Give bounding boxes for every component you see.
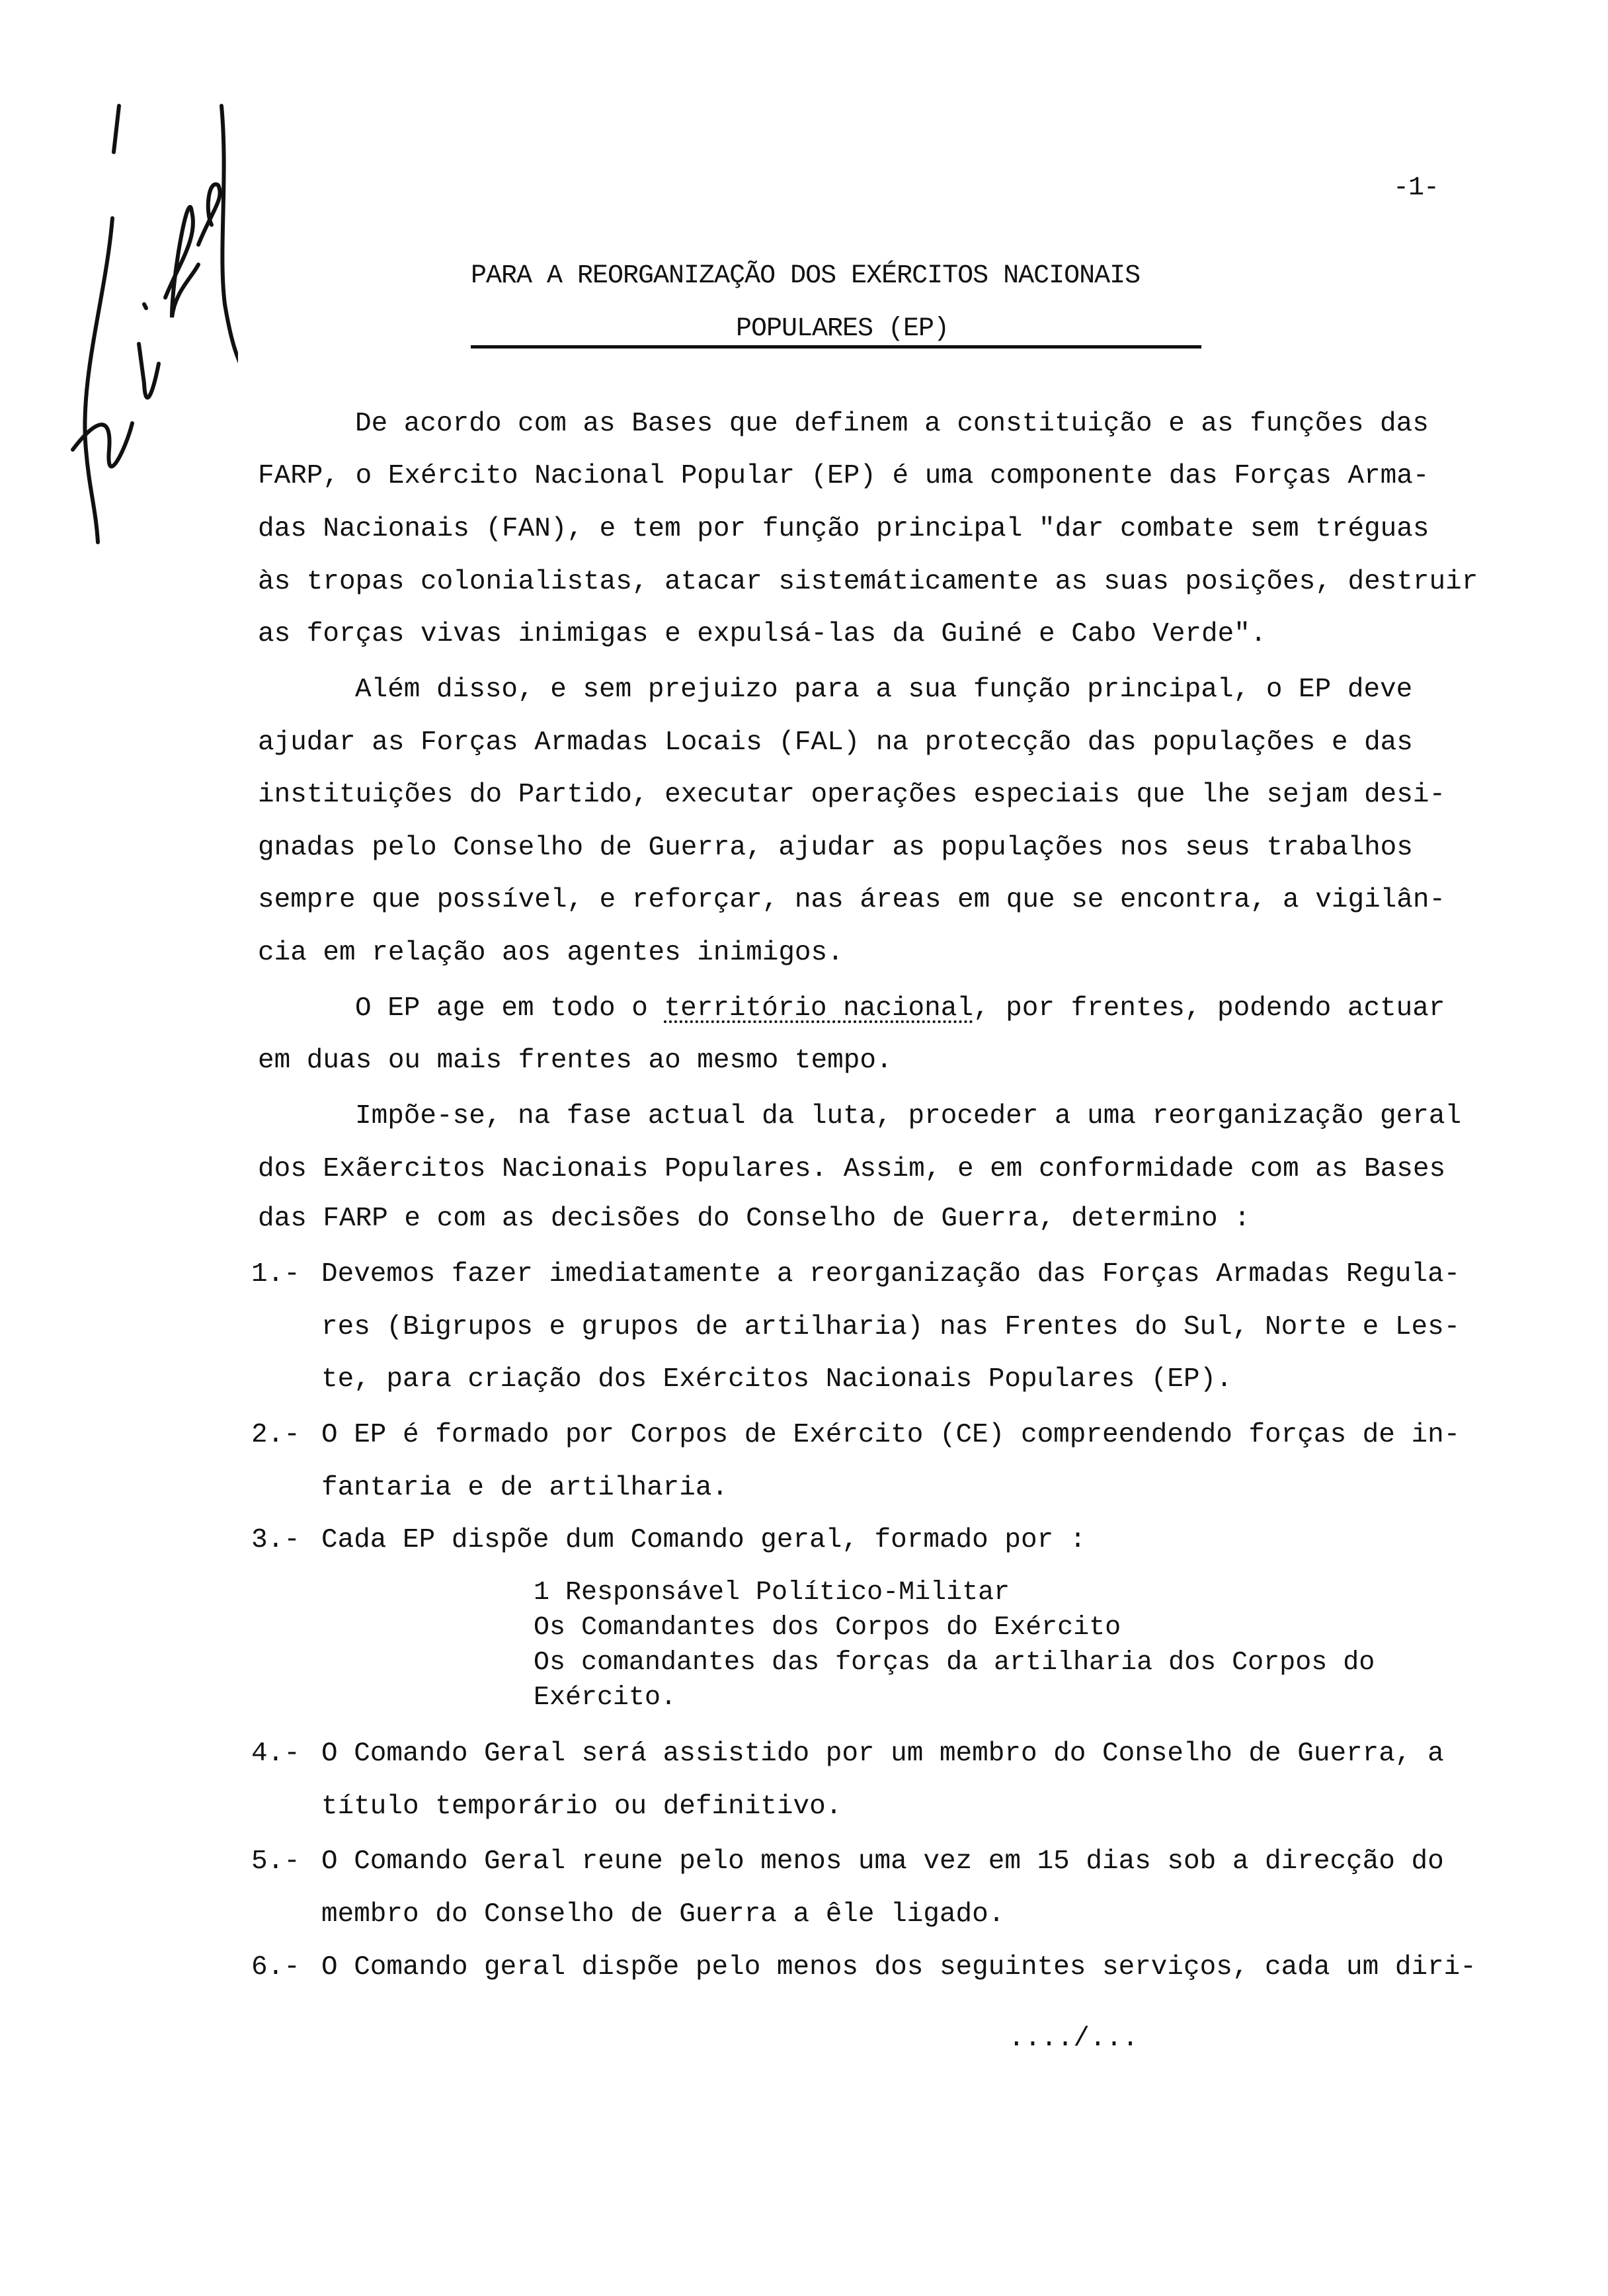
title-underline bbox=[471, 345, 1201, 348]
item-line: fantaria e de artilharia. bbox=[321, 1473, 729, 1503]
item-line: Devemos fazer imediatamente a reorganização das Forças Armadas Regula- bbox=[321, 1259, 1461, 1290]
item-number: 5.- bbox=[251, 1846, 300, 1877]
handwritten-signature bbox=[66, 79, 238, 582]
text-run: , por frentes, podendo actuar bbox=[973, 993, 1445, 1024]
body-line: em duas ou mais frentes ao mesmo tempo. bbox=[258, 1046, 893, 1076]
body-line: das Nacionais (FAN), e tem por função principal "dar combate sem tréguas bbox=[258, 514, 1429, 544]
body-line bbox=[355, 992, 1445, 1025]
body-line: as forças vivas inimigas e expulsá-las da Guiné e Cabo Verde". bbox=[258, 619, 1267, 649]
sub-list-item: 1 Responsável Político-Militar bbox=[534, 1578, 1010, 1608]
body-line: sempre que possível, e reforçar, nas áreas em que se encontra, a vigilân- bbox=[258, 885, 1446, 915]
body-line: De acordo com as Bases que definem a constituição e as funções das bbox=[355, 409, 1429, 439]
item-line: O EP é formado por Corpos de Exército (CE) compreendendo forças de in- bbox=[321, 1420, 1461, 1450]
body-line: gnadas pelo Conselho de Guerra, ajudar as populações nos seus trabalhos bbox=[258, 833, 1413, 863]
item-number: 1.- bbox=[251, 1259, 300, 1290]
sub-list-item: Os Comandantes dos Corpos do Exército bbox=[534, 1613, 1121, 1643]
body-line: FARP, o Exército Nacional Popular (EP) é uma componente das Forças Arma- bbox=[258, 461, 1429, 491]
item-line: res (Bigrupos e grupos de artilharia) nas Frentes do Sul, Norte e Les- bbox=[321, 1312, 1461, 1342]
page-number: -1- bbox=[1393, 173, 1439, 203]
sub-list-item: Os comandantes das forças da artilharia dos Corpos do bbox=[534, 1648, 1375, 1678]
text-run: O EP age em todo o bbox=[355, 993, 664, 1024]
item-line: te, para criação dos Exércitos Nacionais Populares (EP). bbox=[321, 1364, 1232, 1395]
continuation-mark: ..../... bbox=[1008, 2024, 1139, 2054]
item-line: O Comando Geral reune pelo menos uma vez em 15 dias sob a direcção do bbox=[321, 1846, 1444, 1877]
body-line: cia em relação aos agentes inimigos. bbox=[258, 938, 844, 968]
underlined-phrase: território nacional bbox=[664, 993, 973, 1024]
body-line: Além disso, e sem prejuizo para a sua função principal, o EP deve bbox=[355, 675, 1413, 705]
body-line: instituições do Partido, executar operações especiais que lhe sejam desi- bbox=[258, 780, 1446, 810]
item-line: O Comando Geral será assistido por um membro do Conselho de Guerra, a bbox=[321, 1739, 1444, 1769]
body-line: às tropas colonialistas, atacar sistemáticamente as suas posições, destruir bbox=[258, 567, 1478, 597]
body-line: Impõe-se, na fase actual da luta, proceder a uma reorganização geral bbox=[355, 1101, 1462, 1131]
body-line: ajudar as Forças Armadas Locais (FAL) na protecção das populações e das bbox=[258, 727, 1413, 758]
item-number: 2.- bbox=[251, 1420, 300, 1450]
item-number: 3.- bbox=[251, 1525, 300, 1555]
item-line: O Comando geral dispõe pelo menos dos seguintes serviços, cada um diri- bbox=[321, 1952, 1476, 1983]
sub-list-item: Exército. bbox=[534, 1683, 677, 1713]
body-line: das FARP e com as decisões do Conselho de Guerra, determino : bbox=[258, 1204, 1250, 1234]
item-line: membro do Conselho de Guerra a êle ligado. bbox=[321, 1899, 1005, 1930]
item-line: título temporário ou definitivo. bbox=[321, 1791, 842, 1822]
item-line: Cada EP dispõe dum Comando geral, formado por : bbox=[321, 1525, 1086, 1555]
body-line: dos Exãercitos Nacionais Populares. Assim, e em conformidade com as Bases bbox=[258, 1154, 1446, 1184]
document-title-line-1: PARA A REORGANIZAÇÃO DOS EXÉRCITOS NACIONAIS bbox=[471, 261, 1141, 291]
item-number: 6.- bbox=[251, 1952, 300, 1983]
document-title-line-2: POPULARES (EP) bbox=[736, 314, 949, 344]
item-number: 4.- bbox=[251, 1739, 300, 1769]
